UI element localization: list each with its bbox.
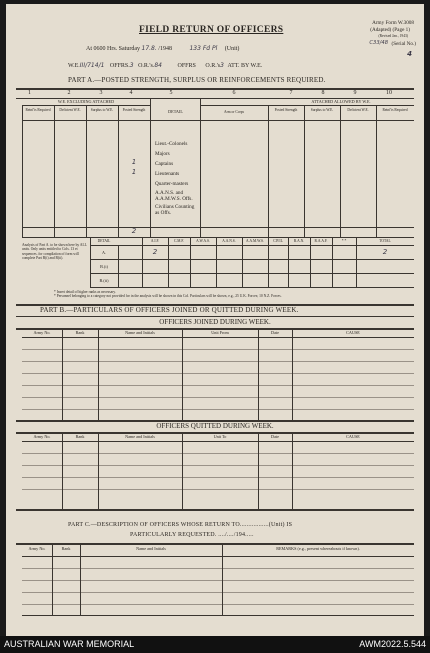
joined-col-unit-from: Unit From	[211, 330, 229, 335]
col-num-9: 9	[353, 90, 357, 96]
analysis-col-civil: CIVIL	[273, 239, 283, 243]
we-label: W.E.	[68, 63, 80, 69]
col-num-1: 1	[28, 90, 31, 96]
posted-lieutenants-handwritten: 1	[131, 168, 137, 176]
rank-aans-aamws: A.A.N.S. and A.A.M.W.S. Offs.	[155, 190, 193, 202]
posted-captains-handwritten: 1	[131, 158, 137, 166]
att-ors-label: O.R.'s	[205, 63, 221, 69]
att-by-we-label: ATT. BY W.E.	[227, 63, 263, 69]
form-revised-label: (Revised Jan., 1943)	[378, 34, 408, 38]
quitted-col-rank: Rank	[75, 434, 85, 439]
detail-header: DETAIL	[168, 109, 183, 114]
serial-tick-mark: 4	[407, 50, 412, 58]
rank-quarter-masters: Quarter-masters	[155, 181, 189, 187]
joined-col-cause: CAUSE	[346, 330, 360, 335]
form-sheet	[6, 4, 424, 636]
analysis-col-awas: A.W.A.S.	[196, 239, 210, 243]
date-line	[86, 45, 239, 52]
header-att-posted-strength: Posted Strength	[274, 108, 298, 112]
header-deficient-we: Deficient W.E.	[59, 108, 81, 112]
quitted-col-name: Name and Initials	[125, 434, 155, 439]
col-num-10: 10	[386, 90, 392, 96]
part-b-title: PART B.—PARTICULARS OF OFFICERS JOINED OR QUITTED DURING WEEK.	[40, 306, 299, 314]
header-att-surplus-we: Surplus to W.E.	[310, 108, 334, 112]
header-att-reinforcements-required: Reinf'ts Required	[382, 108, 408, 112]
offrs-handwritten: 3	[129, 62, 134, 69]
analysis-col-total: TOTAL	[379, 239, 391, 243]
att-handwritten: 3	[220, 62, 224, 69]
offrs-label: OFFRS.	[109, 63, 130, 69]
analysis-col-detail: DETAIL	[97, 239, 111, 243]
quitted-col-unit-to: Unit To	[213, 434, 227, 439]
joined-col-date: Date	[271, 330, 279, 335]
date-year: /1948	[158, 46, 172, 52]
joined-col-army-no: Army No.	[33, 330, 51, 335]
col-num-2: 2	[67, 90, 71, 96]
we-handwritten: III/714/1	[79, 62, 105, 69]
col-num-4: 4	[129, 90, 133, 96]
quitted-title: OFFICERS QUITTED DURING WEEK.	[156, 422, 274, 430]
analysis-row-b2: B.(ii)	[99, 278, 109, 283]
part-c-title-line1: PART C.—DESCRIPTION OF OFFICERS WHOSE RETURN TO.................(Unit) IS	[68, 522, 293, 528]
rank-captains: Captains	[155, 161, 174, 167]
rank-lieutenants: Lieutenants	[155, 171, 180, 177]
archive-caption-bar	[0, 636, 430, 653]
partc-col-remarks: REMARKS (e.g., present whereabouts if known).	[276, 546, 360, 551]
posted-total-handwritten: 2	[131, 227, 137, 235]
ors-handwritten: 84	[154, 62, 162, 69]
analysis-row-b1: B.(i)	[100, 264, 108, 269]
header-posted-strength: Posted Strength	[122, 108, 146, 112]
col-num-3: 3	[99, 90, 103, 96]
part-a-title: PART A.—POSTED STRENGTH, SURPLUS OR REINFORCEMENTS REQUIRED.	[68, 76, 326, 84]
quitted-col-army-no: Army No.	[33, 434, 51, 439]
analysis-col-other: * *	[341, 239, 347, 243]
quitted-col-date: Date	[271, 434, 279, 439]
form-title: FIELD RETURN OF OFFICERS	[139, 25, 284, 35]
analysis-aif-handwritten: 2	[152, 248, 158, 256]
rank-lieut-colonels: Lieut.-Colonels	[155, 141, 188, 147]
we-excluding-attached-label: W.E. EXCLUDING ATTACHED	[57, 99, 115, 104]
partc-col-rank: Rank	[61, 546, 71, 551]
army-form-number: Army Form W.3008	[372, 20, 414, 26]
joined-title: OFFICERS JOINED DURING WEEK.	[159, 318, 271, 326]
ors-label: O.R.'s.	[138, 63, 155, 69]
col-num-6: 6	[232, 90, 236, 96]
analysis-row-a: A.	[101, 250, 107, 255]
part-c-title-line2: PARTICULARLY REQUESTED. ..../..../194.....	[130, 532, 254, 538]
footnote-category: * Personnel belonging to a category not provided for in the analysis will be shown in this Col. Particulars will be shown, e.g., 25 U.K. Forces; 10 N.Z. Forces.	[54, 294, 282, 298]
partc-col-army-no: Army No.	[28, 546, 46, 551]
quitted-col-cause: CAUSE	[346, 434, 360, 439]
caption-accession: AWM2022.5.544	[359, 639, 426, 649]
attached-allowed-label: ATTACHED ALLOWED BY W.E.	[311, 99, 371, 104]
analysis-col-aamws: A.A.M.W.S.	[246, 239, 264, 243]
joined-col-name: Name and Initials	[125, 330, 155, 335]
unit-handwritten: 133 Fd Pl	[189, 45, 218, 52]
serial-number-handwritten: C33/48	[369, 40, 388, 46]
date-prefix: At 0600 Hrs. Saturday	[86, 46, 140, 52]
analysis-note: Analysis of Part A. to be shown here by ALL units. Only units entitled to Cols. 13 et sequences. for compilation of form will complete Part B(i) and B(ii).	[22, 243, 87, 261]
caption-source: AUSTRALIAN WAR MEMORIAL	[4, 639, 135, 649]
establishment-line	[68, 62, 262, 69]
analysis-col-aans: A.A.N.S.	[222, 239, 236, 243]
analysis-col-ran: R.A.N.	[293, 239, 305, 243]
rank-majors: Majors	[155, 151, 170, 157]
header-arm-or-corps: Arm or Corps	[224, 110, 244, 114]
header-att-deficient-we: Deficient W.E.	[347, 108, 369, 112]
col-num-8: 8	[321, 90, 325, 96]
analysis-col-cmf: C.M.F.	[174, 239, 184, 243]
col-num-5: 5	[169, 90, 173, 96]
analysis-col-raaf: R.A.A.F.	[314, 239, 328, 243]
footnote-detail: * Insert detail of higher ranks as necessary.	[54, 290, 116, 294]
date-handwritten: 17.8.	[141, 45, 157, 52]
joined-col-rank: Rank	[75, 330, 85, 335]
header-reinforcements-required: Reinf'ts Required	[25, 108, 51, 112]
att-offrs-label: OFFRS	[177, 63, 196, 69]
rank-civilians: Civilians Counting as Offs.	[155, 204, 195, 216]
serial-number-label: (Serial No.)	[391, 41, 416, 47]
analysis-total-handwritten: 2	[382, 248, 388, 256]
form-adapted-label: (Adapted) (Page 1)	[370, 27, 410, 33]
partc-col-name: Name and Initials	[136, 546, 166, 551]
unit-label: (Unit)	[224, 46, 240, 52]
col-num-7: 7	[289, 90, 293, 96]
analysis-col-aif: A.I.F.	[150, 239, 160, 243]
header-surplus-we: Surplus to W.E.	[90, 108, 114, 112]
